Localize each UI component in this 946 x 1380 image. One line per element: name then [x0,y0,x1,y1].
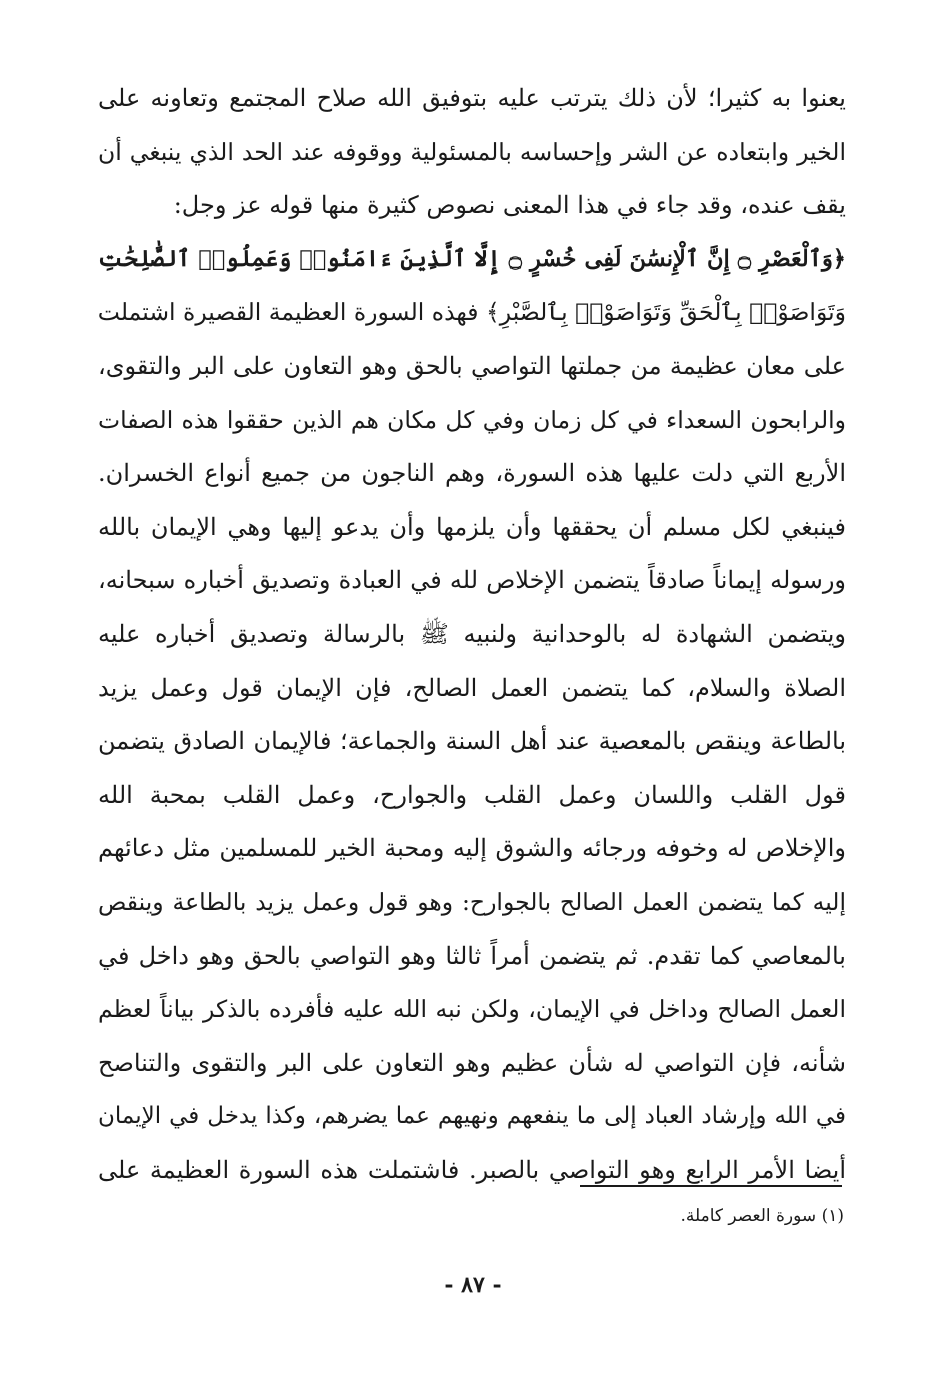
text-line: الخير وابتعاده عن الشر وإحساسه بالمسئولية ووقوفه عند الحد الذي ينبغي أن [98,137,846,166]
quran-verse-line-end [98,286,846,340]
text-line: ويتضمن الشهادة له بالوحدانية ولنبيه ﷺ بالرسالة وتصديق أخباره عليه [98,619,846,648]
text-line: فينبغي لكل مسلم أن يحققها وأن يلزمها وأن يدعو إليها وهي الإيمان بالله [98,512,846,541]
quran-verse-line: ﴿وَٱلْعَصْرِ ۝ إِنَّ ٱلْإِنسَٰنَ لَفِى خُسْرٍ ۝ إِلَّا ٱلَّذِينَ ءَامَنُوا۟ وَعَمِلُوا۟ ٱلصَّٰلِحَٰتِ [98,245,846,272]
text-line: شأنه، فإن التواصي له شأن عظيم وهو التعاون على البر والتقوى والتناصح [98,1048,846,1077]
text-line: الأربع التي دلت عليها هذه السورة، وهم الناجون من جميع أنواع الخسران. [98,459,846,488]
text-line: يعنوا به كثيرا؛ لأن ذلك يترتب عليه بتوفيق الله صلاح المجتمع وتعاونه على [98,84,846,112]
text-line: قول القلب واللسان وعمل القلب والجوارح، وعمل القلب بمحبة الله [98,780,846,809]
page-number: - ٨٧ - [444,1272,502,1298]
text-line: الصلاة والسلام، كما يتضمن العمل الصالح، فإن الإيمان قول وعمل يزيد [98,673,846,702]
footnote: (١) سورة العصر كاملة. [680,1206,844,1226]
text-line: أيضا الأمر الرابع وهو التواصي بالصبر. فاشتملت هذه السورة العظيمة على [98,1155,846,1184]
body-text [98,72,846,1197]
text-line: إليه كما يتضمن العمل الصالح بالجوارح: وهو قول وعمل يزيد بالطاعة وينقص [98,887,846,916]
text-line: بالطاعة وينقص بالمعصية عند أهل السنة والجماعة؛ فالإيمان الصادق يتضمن [98,727,846,756]
footnote-separator [580,1185,842,1187]
text-line: في الله وإرشاد العباد إلى ما ينفعهم ونهيهم عما يضرهم، وكذا يدخل في الإيمان [98,1103,846,1130]
text-line: على معان عظيمة من جملتها التواصي بالحق وهو التعاون على البر والتقوى، [98,351,846,380]
text-line: والإخلاص له وخوفه ورجائه والشوق إليه ومحبة الخير للمسلمين مثل دعائهم [98,834,846,863]
text-line: العمل الصالح وداخل في الإيمان، ولكن نبه الله عليه فأفرده بالذكر بياناً لعظم [98,995,846,1024]
text-line: بالمعاصي كما تقدم. ثم يتضمن أمراً ثالثا وهو التواصي بالحق وهو داخل في [98,941,846,970]
verse-text: وَتَوَاصَوْا۟ بِٱلْحَقِّ وَتَوَاصَوْا۟ بِٱلصَّبْرِ﴾ فهذه السورة العظيمة القصيرة اشتملت [98,298,846,327]
text-line: والرابحون السعداء في كل زمان وفي كل مكان هم الذين حققوا هذه الصفات [98,405,846,434]
text-line: ورسوله إيماناً صادقاً يتضمن الإخلاص لله في العبادة وتصديق أخباره سبحانه، [98,566,846,595]
text-line: يقف عنده، وقد جاء في هذا المعنى نصوص كثيرة منها قوله عز وجل: [173,191,846,220]
